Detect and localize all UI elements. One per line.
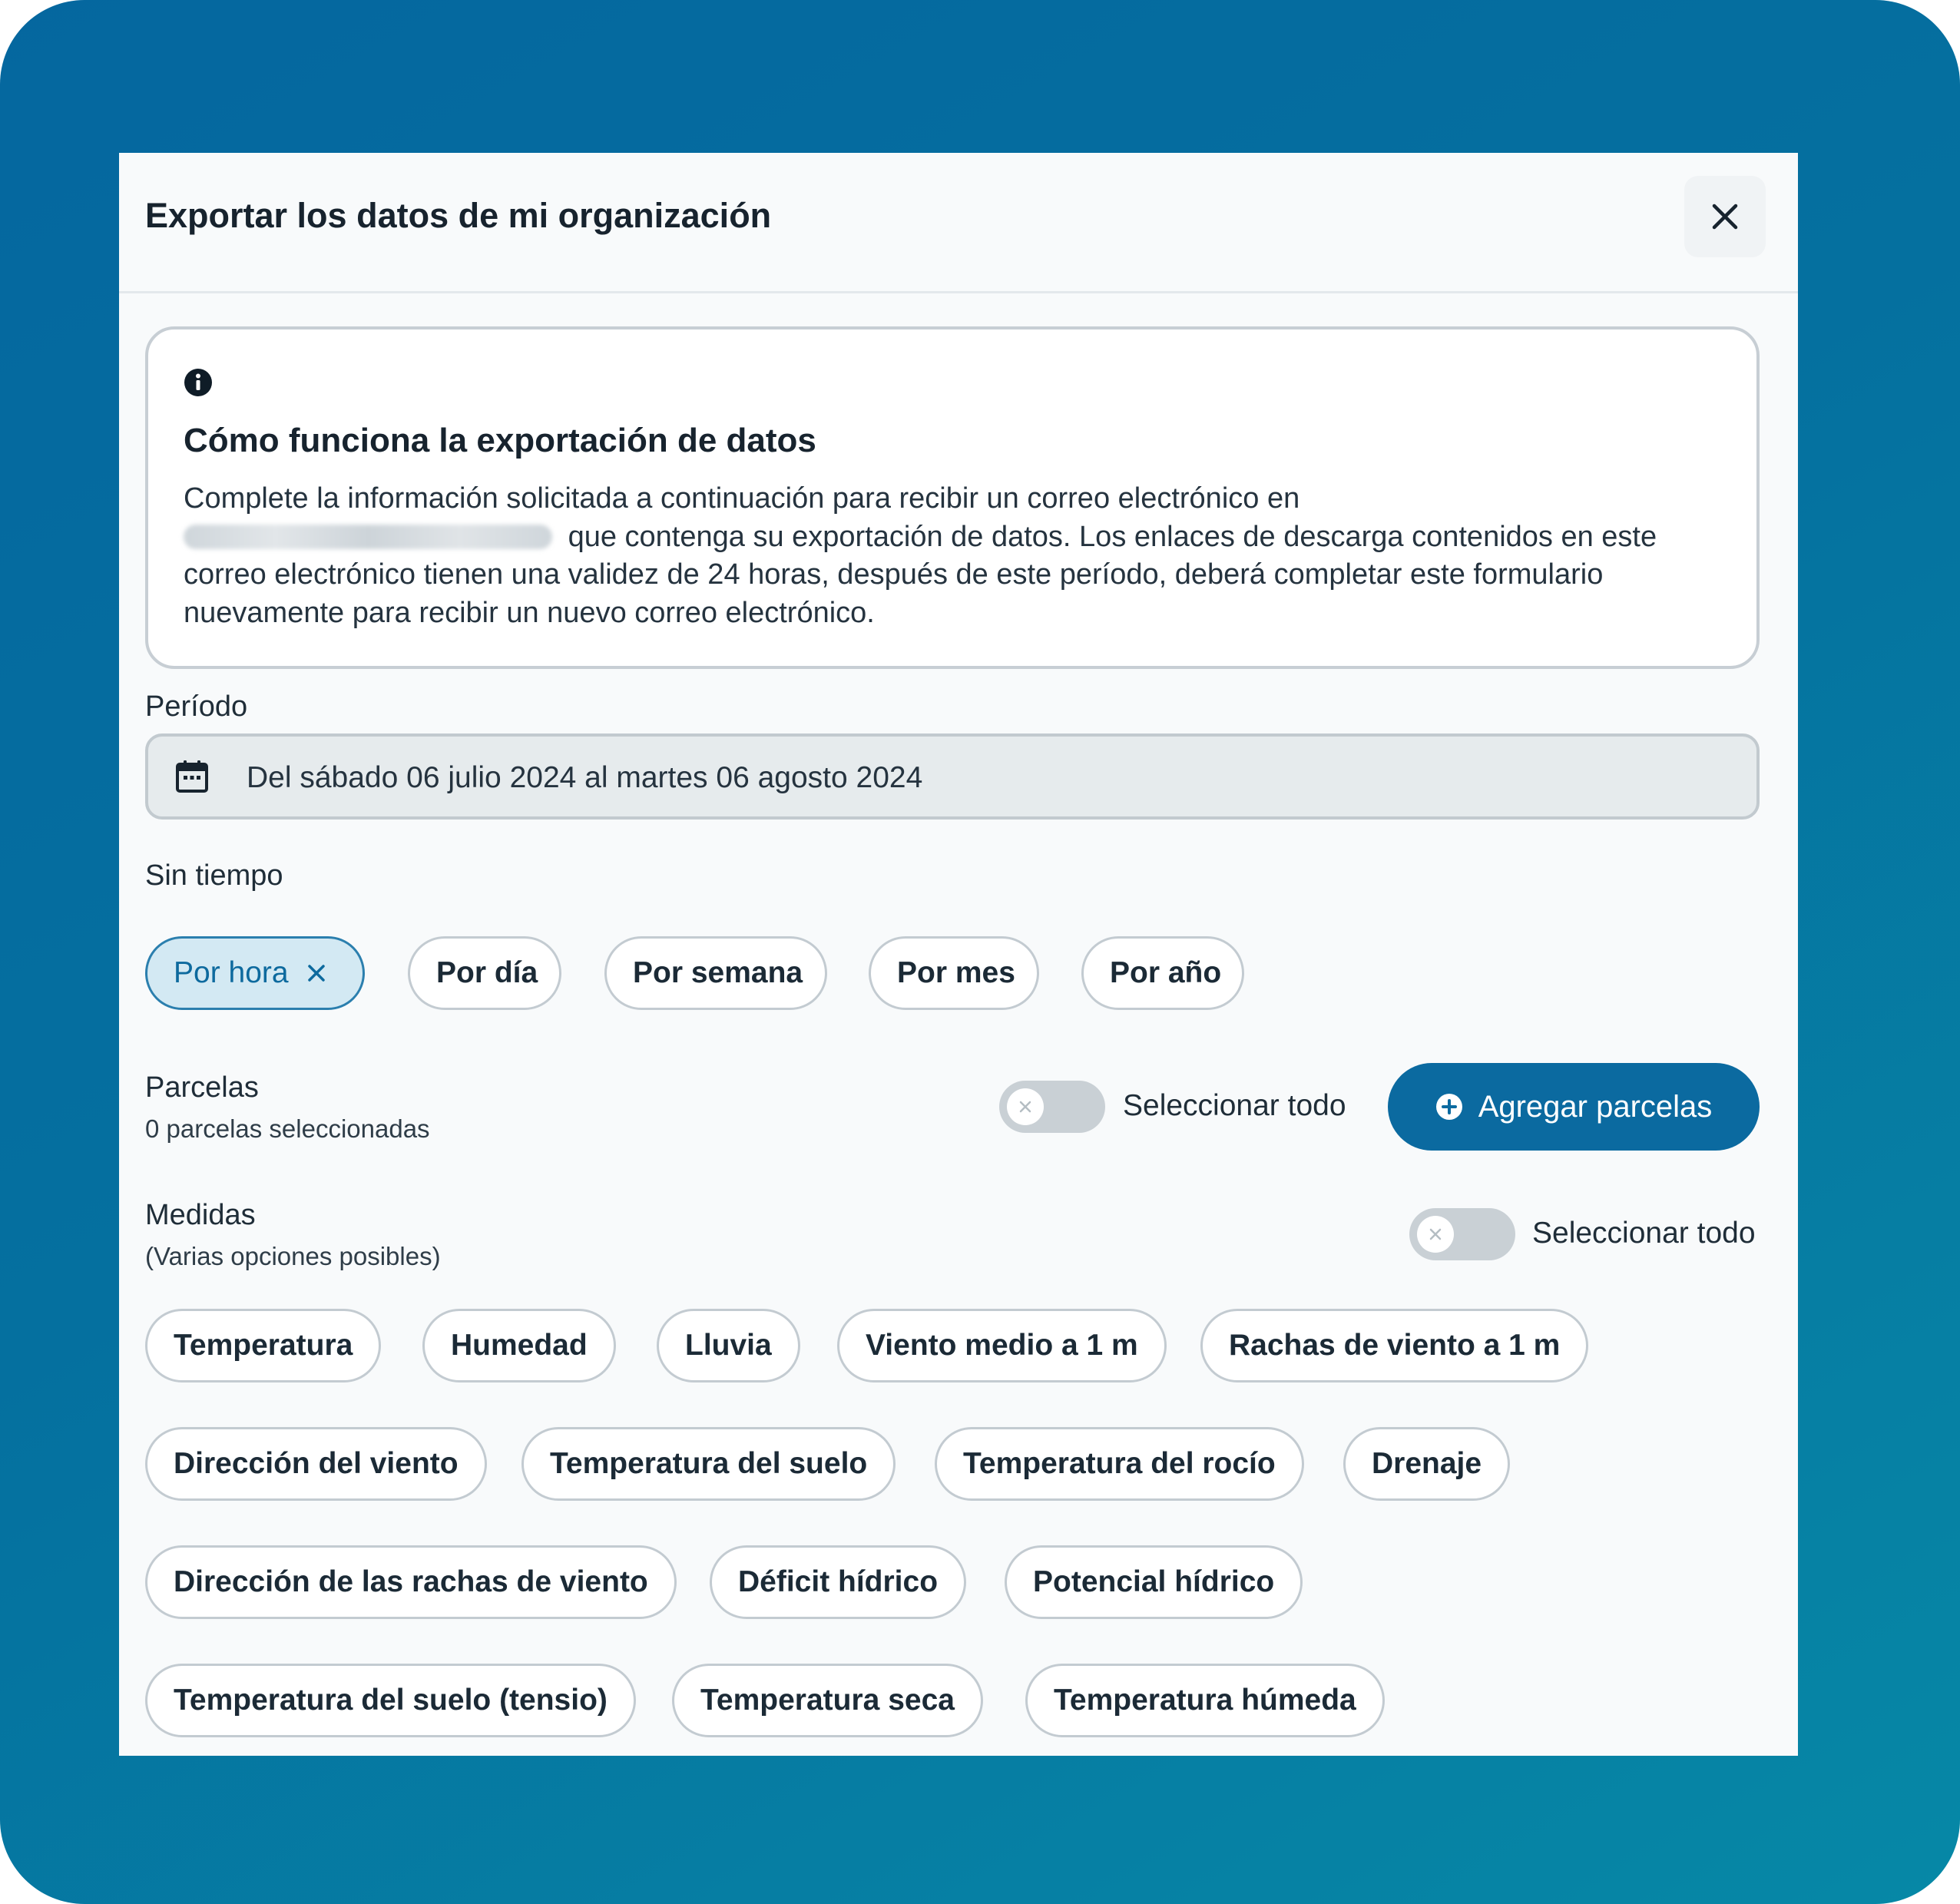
chip-label: Por día — [436, 956, 538, 989]
measure-chip-temperatura[interactable] — [145, 1309, 381, 1382]
measures-select-all-label: Seleccionar todo — [1532, 1217, 1756, 1250]
period-date-value: Del sábado 06 julio 2024 al martes 06 agosto 2024 — [247, 761, 923, 794]
chip-label: Dirección de las rachas de viento — [174, 1565, 648, 1598]
chip-label: Temperatura seca — [700, 1684, 955, 1717]
plus-circle-icon — [1435, 1093, 1463, 1121]
measure-chip-viento-medio[interactable] — [837, 1309, 1167, 1382]
toggle-off-icon — [1017, 1098, 1034, 1115]
measure-chip-drenaje[interactable] — [1343, 1427, 1510, 1501]
chip-por-mes[interactable] — [869, 936, 1039, 1010]
add-parcels-button[interactable] — [1388, 1063, 1760, 1151]
info-text-body: que contenga su exportación de datos. Los enlaces de descarga contenidos en este correo electrónico tienen una validez de 24 horas, después de este período, deberá completar este formulario nuevamente para recibir un nuevo correo electrónico. — [184, 520, 1657, 629]
time-step-label: Sin tiempo — [145, 859, 283, 892]
close-icon — [1710, 201, 1740, 232]
chip-label: Lluvia — [685, 1329, 772, 1362]
parcels-select-all-label: Seleccionar todo — [1123, 1089, 1346, 1122]
chip-label: Por mes — [897, 956, 1015, 989]
chip-label: Por hora — [174, 956, 289, 989]
modal-header — [119, 153, 1798, 293]
chip-label: Déficit hídrico — [738, 1565, 939, 1598]
chip-por-ano[interactable] — [1081, 936, 1244, 1010]
chip-por-hora[interactable] — [145, 936, 365, 1010]
modal-title: Exportar los datos de mi organización — [145, 196, 772, 235]
info-text-intro: Complete la información solicitada a continuación para recibir un correo electrónico en — [184, 482, 1300, 515]
measure-chip-humedad[interactable] — [422, 1309, 616, 1382]
info-title: Cómo funciona la exportación de datos — [184, 422, 816, 459]
chip-label: Temperatura del rocío — [963, 1447, 1276, 1480]
chip-label: Drenaje — [1372, 1447, 1482, 1480]
measure-chip-potencial-hidrico[interactable] — [1005, 1545, 1303, 1619]
chip-label: Por año — [1110, 956, 1222, 989]
remove-icon[interactable] — [306, 962, 327, 984]
measure-chip-deficit-hidrico[interactable] — [710, 1545, 966, 1619]
export-data-modal — [119, 153, 1798, 1756]
measures-select-all-toggle[interactable] — [1409, 1208, 1515, 1260]
chip-label: Temperatura del suelo — [550, 1447, 868, 1480]
parcels-label: Parcelas — [145, 1071, 259, 1104]
chip-label: Dirección del viento — [174, 1447, 459, 1480]
chip-por-dia[interactable] — [408, 936, 561, 1010]
toggle-off-icon — [1427, 1226, 1444, 1243]
parcels-select-all-toggle[interactable] — [999, 1081, 1105, 1133]
parcels-count: 0 parcelas seleccionadas — [145, 1114, 430, 1143]
add-parcels-label: Agregar parcelas — [1478, 1089, 1713, 1124]
chip-label: Temperatura húmeda — [1054, 1684, 1356, 1717]
measures-label: Medidas — [145, 1199, 256, 1231]
toggle-knob — [1007, 1088, 1044, 1125]
measure-chip-rachas-viento[interactable] — [1200, 1309, 1588, 1382]
chip-label: Potencial hídrico — [1033, 1565, 1275, 1598]
period-date-field[interactable] — [145, 733, 1760, 820]
blurred-email-address — [184, 525, 552, 549]
measure-chip-temperatura-suelo[interactable] — [521, 1427, 896, 1501]
close-button[interactable] — [1684, 176, 1766, 257]
chip-label: Por semana — [633, 956, 803, 989]
chip-label: Viento medio a 1 m — [866, 1329, 1138, 1362]
measure-chip-direccion-viento[interactable] — [145, 1427, 487, 1501]
chip-label: Humedad — [451, 1329, 588, 1362]
measure-chip-temperatura-humeda[interactable] — [1025, 1664, 1385, 1737]
info-icon — [184, 368, 213, 397]
info-text — [184, 480, 1720, 632]
measure-chip-temperatura-seca[interactable] — [672, 1664, 983, 1737]
chip-label: Temperatura — [174, 1329, 353, 1362]
calendar-icon — [174, 759, 210, 794]
chip-label: Rachas de viento a 1 m — [1229, 1329, 1561, 1362]
chip-label: Temperatura del suelo (tensio) — [174, 1684, 608, 1717]
measures-sublabel: (Varias opciones posibles) — [145, 1242, 441, 1270]
info-box — [145, 326, 1760, 669]
chip-por-semana[interactable] — [604, 936, 827, 1010]
period-label: Período — [145, 690, 248, 723]
measure-chip-lluvia[interactable] — [657, 1309, 800, 1382]
toggle-knob — [1417, 1216, 1454, 1253]
measure-chip-temperatura-suelo-tensio[interactable] — [145, 1664, 636, 1737]
measure-chip-direccion-rachas[interactable] — [145, 1545, 677, 1619]
measure-chip-temperatura-rocio[interactable] — [935, 1427, 1304, 1501]
